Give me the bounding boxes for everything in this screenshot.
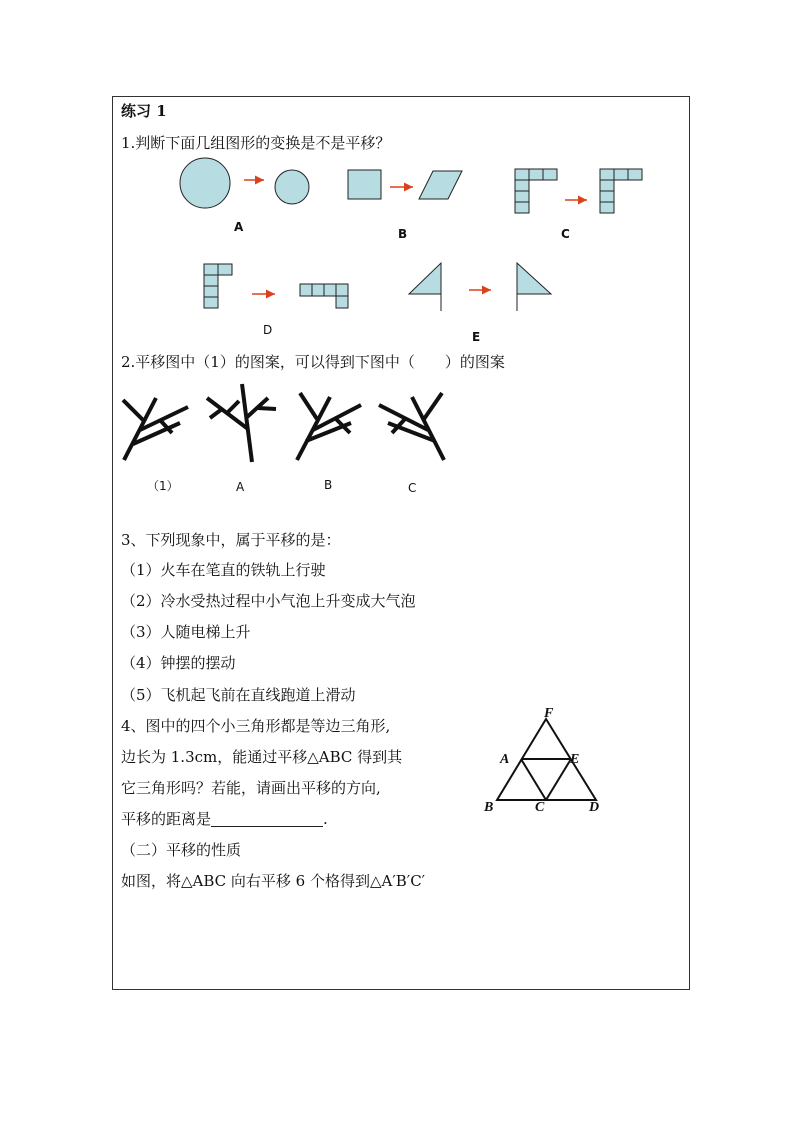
tree-label-b: B [324, 478, 333, 492]
section-title: 练习 1 [121, 102, 167, 120]
point-b: B [484, 800, 494, 815]
question-2-prompt: 2.平移图中（1）的图案，可以得到下图中（ ）的图案 [121, 353, 505, 371]
question-4-end-mark: . [323, 810, 328, 828]
question-3-option-5: （5）飞机起飞前在直线跑道上滑动 [121, 686, 356, 704]
question-3-option-3: （3）人随电梯上升 [121, 623, 251, 641]
point-c: C [535, 800, 545, 815]
label-c: C [561, 227, 570, 241]
label-e: E [472, 330, 481, 344]
answer-blank[interactable] [211, 812, 323, 827]
question-4-line-4 [121, 812, 328, 827]
question-3-option-1: （1）火车在笔直的铁轨上行驶 [121, 561, 326, 579]
question-1-prompt: 1.判断下面几组图形的变换是不是平移？ [121, 134, 391, 152]
tree-figure-a [207, 384, 276, 462]
label-b: B [398, 227, 408, 241]
question-3-prompt: 3、下列现象中，属于平移的是： [121, 531, 341, 549]
question-4-line-3: 它三角形吗？若能，请画出平移的方向, [121, 779, 381, 797]
question-4-distance-prompt: 平移的距离是 [121, 810, 212, 828]
question-3-option-4: （4）钟摆的摆动 [121, 654, 236, 672]
label-a: A [234, 220, 244, 234]
question-4-line-2: 边长为 1.3cm，能通过平移△ABC 得到其 [121, 748, 403, 766]
section-2-heading: （二）平移的性质 [121, 841, 242, 859]
point-e: E [570, 752, 580, 767]
point-f: F [544, 706, 554, 721]
tree-label-c: C [408, 481, 417, 495]
tree-label-a: A [236, 480, 245, 494]
q2-tree-figures [0, 0, 794, 480]
question-4-line-1: 4、图中的四个小三角形都是等边三角形, [121, 717, 391, 735]
tree-figure-c [379, 393, 444, 460]
tree-label-1: （1） [147, 479, 179, 493]
tree-figure-b [297, 393, 361, 460]
tree-figure-1 [123, 398, 188, 460]
point-a: A [500, 752, 510, 767]
question-3-option-2: （2）冷水受热过程中小气泡上升变成大气泡 [121, 592, 416, 610]
section-2-text: 如图，将△ABC 向右平移 6 个格得到△A′B′C′ [121, 872, 426, 890]
label-d: D [263, 323, 273, 337]
point-d: D [589, 800, 600, 815]
